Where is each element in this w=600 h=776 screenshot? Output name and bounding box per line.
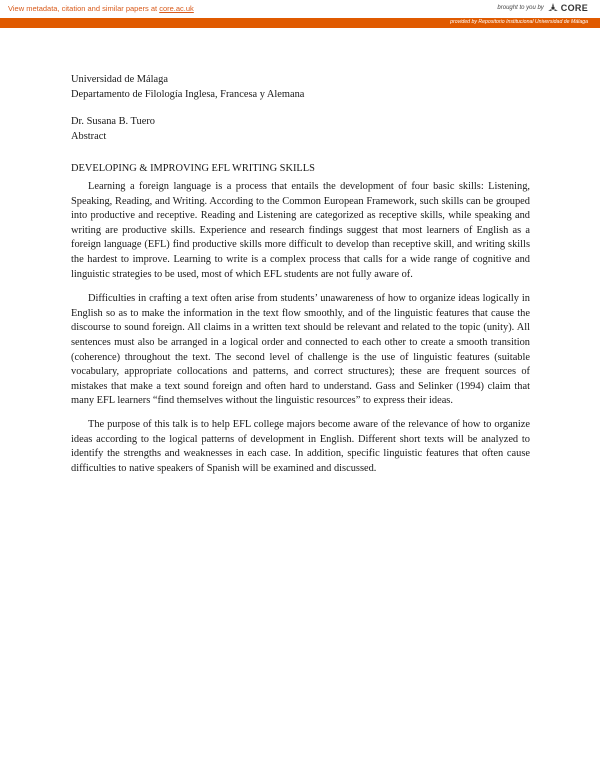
core-link-prefix: View metadata, citation and similar papers at xyxy=(8,4,160,13)
doc-type: Abstract xyxy=(71,131,107,142)
core-link-domain[interactable]: core.ac.uk xyxy=(159,4,194,13)
core-logo-icon xyxy=(547,2,559,14)
core-top-bar xyxy=(0,0,600,19)
document-body xyxy=(71,72,530,476)
paragraph-2: Difficulties in crafting a text often arise from students’ unawareness of how to organize ideas logically in English so as to make the information in the text flow smoothly, and of the linguistic features that cause the discourse to sound foreign. All claims in a written text should be relevant and related to the topic (unity). All sentences must also be arranged in a logical order and connected to each other to create a smooth transition (coherence) throughout the text. The second level of challenge is the use of linguistic features (suitable vocabulary, appropriate collocations and patterns, and correct structures); these are frequent sources of mistakes that make a text sound foreign and often hard to understand. Gass and Selinker (1994) claim that many EFL learners “find themselves without the linguistic resources” to express their ideas. xyxy=(71,293,530,407)
core-banner xyxy=(0,0,600,28)
department: Departamento de Filología Inglesa, Francesa y Alemana xyxy=(71,89,305,100)
provided-by-text[interactable]: provided by Repositorio Institucional Universidad de Málaga xyxy=(450,19,588,25)
brought-by-text: brought to you by xyxy=(497,5,544,11)
paragraph-3: The purpose of this talk is to help EFL college majors become aware of the relevance of how to organize ideas according to the logical patterns of development in English. Different short texts will be analyzed to identify the strengths and weaknesses in each case. In addition, specific linguistic features that often cause difficulties to native speakers of Spanish will be examined and discussed. xyxy=(71,418,530,474)
author: Dr. Susana B. Tuero xyxy=(71,116,156,127)
core-provider-strip xyxy=(0,18,600,28)
paragraph-1: Learning a foreign language is a process that entails the development of four basic skills: Listening, Speaking, Reading, and Writing. According to the Common European Framework, such skills can be grouped into productive and receptive. Reading and Listening are categorized as receptive skills, while speaking and writing are productive skills. Experience and research findings suggest that most learners of English as a foreign language (EFL) find productive skills more difficult to develop than receptive skill, and writing skills the hardest to improve. Learning to write is a complex process that calls for a wide range of cognitive and linguistic strategies to be used, most of which EFL students are not fully aware of. xyxy=(71,181,530,280)
core-logo[interactable] xyxy=(547,2,588,14)
core-logo-text: CORE xyxy=(560,3,588,13)
core-metadata-link[interactable] xyxy=(8,4,194,13)
document-title: DEVELOPING & IMPROVING EFL WRITING SKILLS xyxy=(71,163,315,174)
institution: Universidad de Málaga xyxy=(71,74,168,85)
brought-to-you-by xyxy=(497,2,588,14)
